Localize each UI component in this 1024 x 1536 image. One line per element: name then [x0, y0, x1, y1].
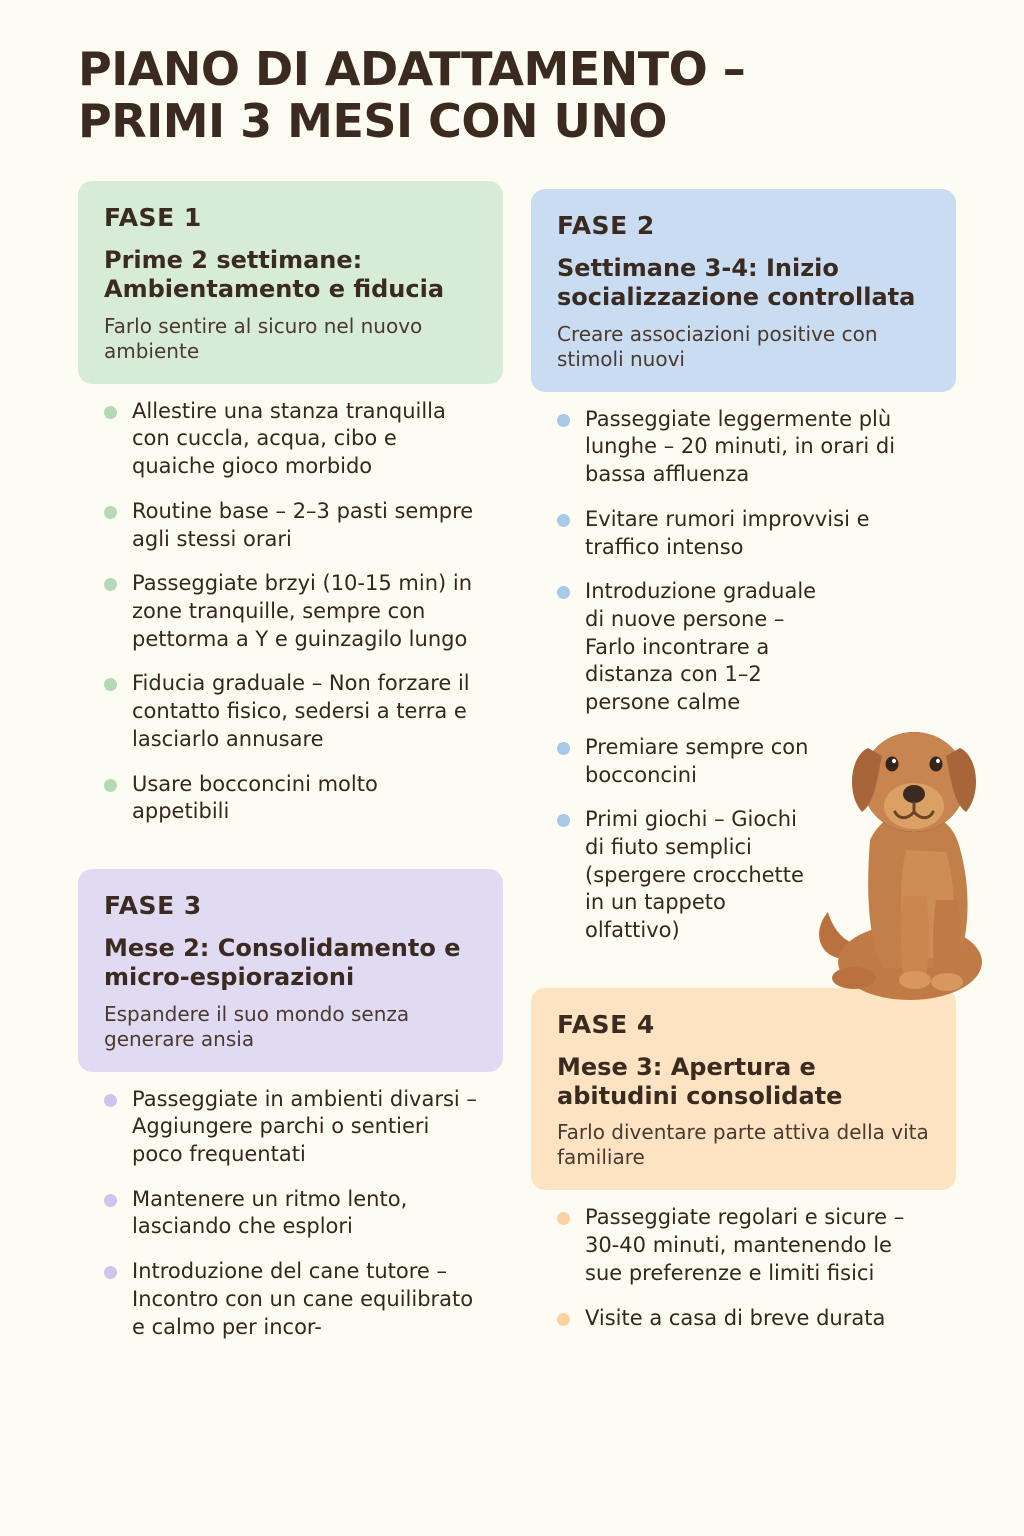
phase-items-2	[531, 406, 956, 962]
phase-label-3: FASE 3	[104, 890, 202, 920]
column-spacer	[78, 843, 503, 869]
list-item-text: Visite a casa di breve durata	[585, 1305, 886, 1330]
list-item	[104, 498, 481, 553]
phase-label-2: FASE 2	[557, 211, 655, 241]
bullet-icon	[104, 1094, 117, 1107]
list-item-text: Introduzione del cane tutore – Incontro con un cane equilibrato e calmo per incor-	[132, 1259, 474, 1339]
list-item-text: Evitare rumori improvvisi e traffico intenso	[585, 506, 870, 559]
phase-subtitle-3: Mese 2: Consolidamento e micro-espiorazioni	[104, 933, 461, 991]
bullet-icon	[104, 779, 117, 792]
list-item	[104, 771, 481, 826]
list-item	[557, 578, 934, 717]
bullet-icon	[557, 414, 570, 427]
bullet-icon	[557, 514, 570, 527]
list-item	[557, 406, 934, 489]
bullet-icon	[557, 586, 570, 599]
list-item	[557, 734, 934, 789]
phase-items-4	[531, 1204, 956, 1349]
page-title: PIANO DI ADATTAMENTO – PRIMI 3 MESI CON UNO	[78, 42, 746, 148]
column-spacer	[531, 962, 956, 988]
list-item-text: Passeggiate brzyi (10-15 min) in zone tranquille, sempre con pettorma a Y e guinzagilo lungo	[132, 571, 473, 651]
list-item-text: Passeggiate leggermente plù lunghe – 20 minuti, in orari di bassa affluenza	[585, 406, 896, 487]
list-item	[557, 1204, 934, 1287]
phase-goal-4: Farlo diventare parte attiva della vita familiare	[557, 1120, 929, 1170]
phase-items-1	[78, 398, 503, 843]
phase-label-1: FASE 1	[104, 203, 202, 233]
phase-card-3	[78, 869, 503, 1072]
list-item-text: Fiducia graduale – Non forzare il contatto fisico, sedersi a terra e lasciarlo annusare	[132, 671, 470, 751]
bullet-icon	[557, 1313, 570, 1326]
list-item-text: Introduzione graduale di nuove persone – Farlo incontrare a distanza con 1–2 persone calme	[585, 579, 817, 715]
bullet-icon	[104, 1266, 117, 1279]
list-item	[104, 670, 481, 753]
phase-subtitle-1: Prime 2 settimane: Ambientamento e fiducia	[104, 246, 445, 303]
phase-columns	[78, 181, 964, 1358]
list-item	[104, 398, 481, 481]
bullet-icon	[104, 1194, 117, 1207]
list-item-text: Passeggiate in ambienti divarsi – Aggiungere parchi o sentieri poco frequentati	[132, 1086, 477, 1166]
list-item-text: Primi giochi – Giochi di fiuto semplici (spergere crocchette in un tappeto olfattivo)	[585, 807, 804, 943]
list-item-text: Premiare sempre con bocconcini	[585, 734, 809, 787]
list-item	[104, 1258, 481, 1341]
bullet-icon	[104, 678, 117, 691]
phase-label-4: FASE 4	[557, 1009, 655, 1039]
list-item	[104, 1186, 481, 1241]
bullet-icon	[557, 814, 570, 827]
list-item	[104, 570, 481, 653]
list-item-text: Mantenere un ritmo lento, lasciando che esplori	[132, 1186, 408, 1239]
phase-card-4	[531, 988, 956, 1191]
bullet-icon	[557, 742, 570, 755]
list-item-text: Usare bocconcini molto appetibili	[132, 771, 378, 824]
phase-card-1	[78, 181, 503, 384]
list-item	[557, 806, 934, 945]
phase-goal-3: Espandere il suo mondo senza generare ansia	[104, 1001, 410, 1051]
list-item-text: Passeggiate regolari e sicure – 30-40 minuti, mantenendo le sue preferenze e limiti fisici	[585, 1205, 905, 1285]
phase-goal-1: Farlo sentire al sicuro nel nuovo ambiente	[104, 313, 423, 363]
phase-goal-2: Creare associazioni positive con stimoli nuovi	[557, 321, 878, 371]
bullet-icon	[104, 406, 117, 419]
bullet-icon	[557, 1212, 570, 1225]
list-item	[104, 1086, 481, 1169]
list-item	[557, 506, 934, 561]
list-item	[557, 1305, 934, 1333]
list-item-text: Routine base – 2–3 pasti sempre agli stessi orari	[132, 498, 474, 551]
bullet-icon	[104, 578, 117, 591]
bullet-icon	[104, 506, 117, 519]
list-item-text: Allestire una stanza tranquilla con cuccla, acqua, cibo e quaiche gioco morbido	[132, 398, 446, 479]
phase-card-2	[531, 189, 956, 392]
phase-subtitle-4: Mese 3: Apertura e abitudini consolidate	[557, 1052, 843, 1110]
phase-items-3	[78, 1086, 503, 1359]
phase-subtitle-2: Settimane 3-4: Inizio socializzazione controllata	[557, 254, 916, 311]
right-column	[531, 189, 956, 1349]
left-column	[78, 181, 503, 1358]
